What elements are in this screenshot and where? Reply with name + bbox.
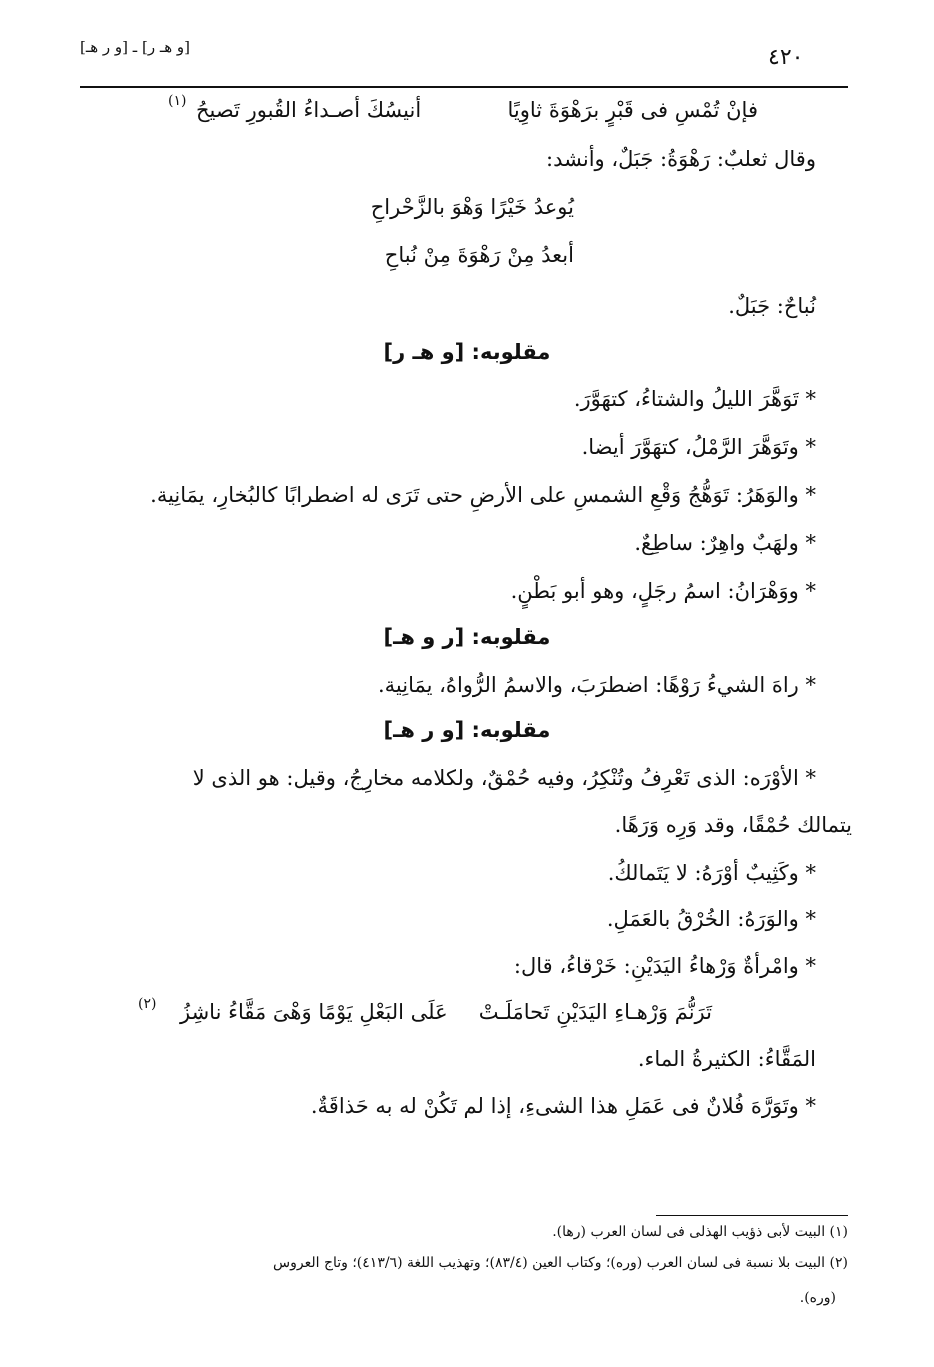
entry-line: * ووَهْرَانُ: اسمُ رجَلٍ، وهو أبو بَطْنٍ.	[510, 579, 816, 603]
header-rule	[80, 86, 848, 88]
entry-line: * راهَ الشيءُ رَوْهًا: اضطرَبَ، والاسمُ الرُّواهُ، يمَانِية.	[377, 673, 816, 697]
entry-line: * والوَرَهُ: الخُرْقُ بالعَمَلِ.	[606, 907, 816, 931]
footnote-1: (١) البيت لأبى ذؤيب الهذلى فى لسان العرب (رها).	[552, 1224, 848, 1240]
maqqa-line: المَقَّاءُ: الكثيرةُ الماء.	[637, 1047, 816, 1071]
page-number: ٤٢٠	[768, 45, 804, 70]
poem2-right-hemistich: تَرَنُّمَ وَرْهـاءِ اليَدَيْنِ تَحامَلَـتْ	[478, 1000, 712, 1024]
section-heading-rawh: مقلوبه: [ر و هـ]	[383, 625, 551, 649]
footnote-2: (٢) البيت بلا نسبة فى لسان العرب (وره)؛ وكتاب العين (٨٣/٤)؛ وتهذيب اللغة (٤١٣/٦)؛ وتاج العروس	[273, 1255, 848, 1271]
entry-line: * وكَثِيبٌ أوْرَهُ: لا يَتَمالكُ.	[607, 861, 816, 885]
footnote-2-continued: (وره).	[799, 1290, 836, 1306]
poem1-left-hemistich: أنيسُكَ أصـداءُ القُبورِ تَصيحُ	[196, 98, 422, 122]
entry-line: * تَوَهَّرَ الليلُ والشتاءُ، كتهَوَّرَ.	[573, 387, 816, 411]
entry-line: * الأوْرَه: الذى تَعْرِفُ وتُنْكِرُ، وفيه حُمْقٌ، ولكلامه مخارِجُ، وقيل: هو الذى لا	[192, 766, 816, 790]
entry-line: * وامْرأةٌ وَرْهاءُ اليَدَيْنِ: خَرْقاءُ، قال:	[513, 954, 816, 978]
footnote-ref-2: (٢)	[138, 996, 157, 1012]
footnote-ref-1: (١)	[168, 93, 187, 109]
entry-line: * والوَهَرُ: تَوَهُّجُ وَقْعِ الشمسِ على الأرضِ حتى تَرَى له اضطرابًا كالبُخارِ، يمَانِية.	[150, 483, 816, 507]
nubah-line: نُباحٌ: جَبَلٌ.	[728, 294, 816, 318]
section-heading-wahr: مقلوبه: [و هـ ر]	[383, 340, 551, 364]
footnote-rule	[656, 1215, 848, 1216]
entry-line: * وتَوَهَّرَ الرَّمْلُ، كتهَوَّرَ أيضا.	[581, 435, 816, 459]
running-header: [و هـ ر] ـ [و ر هـ]	[80, 38, 190, 56]
thalab-line: وقال ثعلبٌ: رَهْوَةُ: جَبَلٌ، وأنشد:	[546, 147, 816, 171]
rajaz-verse-2: أبعدُ مِنْ رَهْوَةَ مِنْ نُباحِ	[384, 243, 574, 267]
entry-line-continued: يتمالك حُمْقًا، وقد وَرِه وَرَهًا.	[614, 813, 852, 837]
rajaz-verse-1: يُوعدُ خَيْرًا وَهْوَ بالزَّحْراحِ	[370, 195, 574, 219]
entry-line: * ولهَبٌ واهِرٌ: ساطِعٌ.	[634, 531, 816, 555]
section-heading-warah: مقلوبه: [و ر هـ]	[383, 718, 551, 742]
poem2-left-hemistich: عَلَى البَعْلِ يَوْمًا وَهْىَ مَقَّاءُ ناشِزُ	[180, 1000, 448, 1024]
entry-line: * وتَوَرَّهَ فُلانٌ فى عَمَلِ هذا الشىءِ، إذا لم تَكُنْ له به حَذاقَةٌ.	[310, 1094, 816, 1118]
poem1-right-hemistich: فإنْ تُمْسِ فى قَبْرٍ برَهْوَةَ ثاوِيًا	[507, 98, 758, 122]
